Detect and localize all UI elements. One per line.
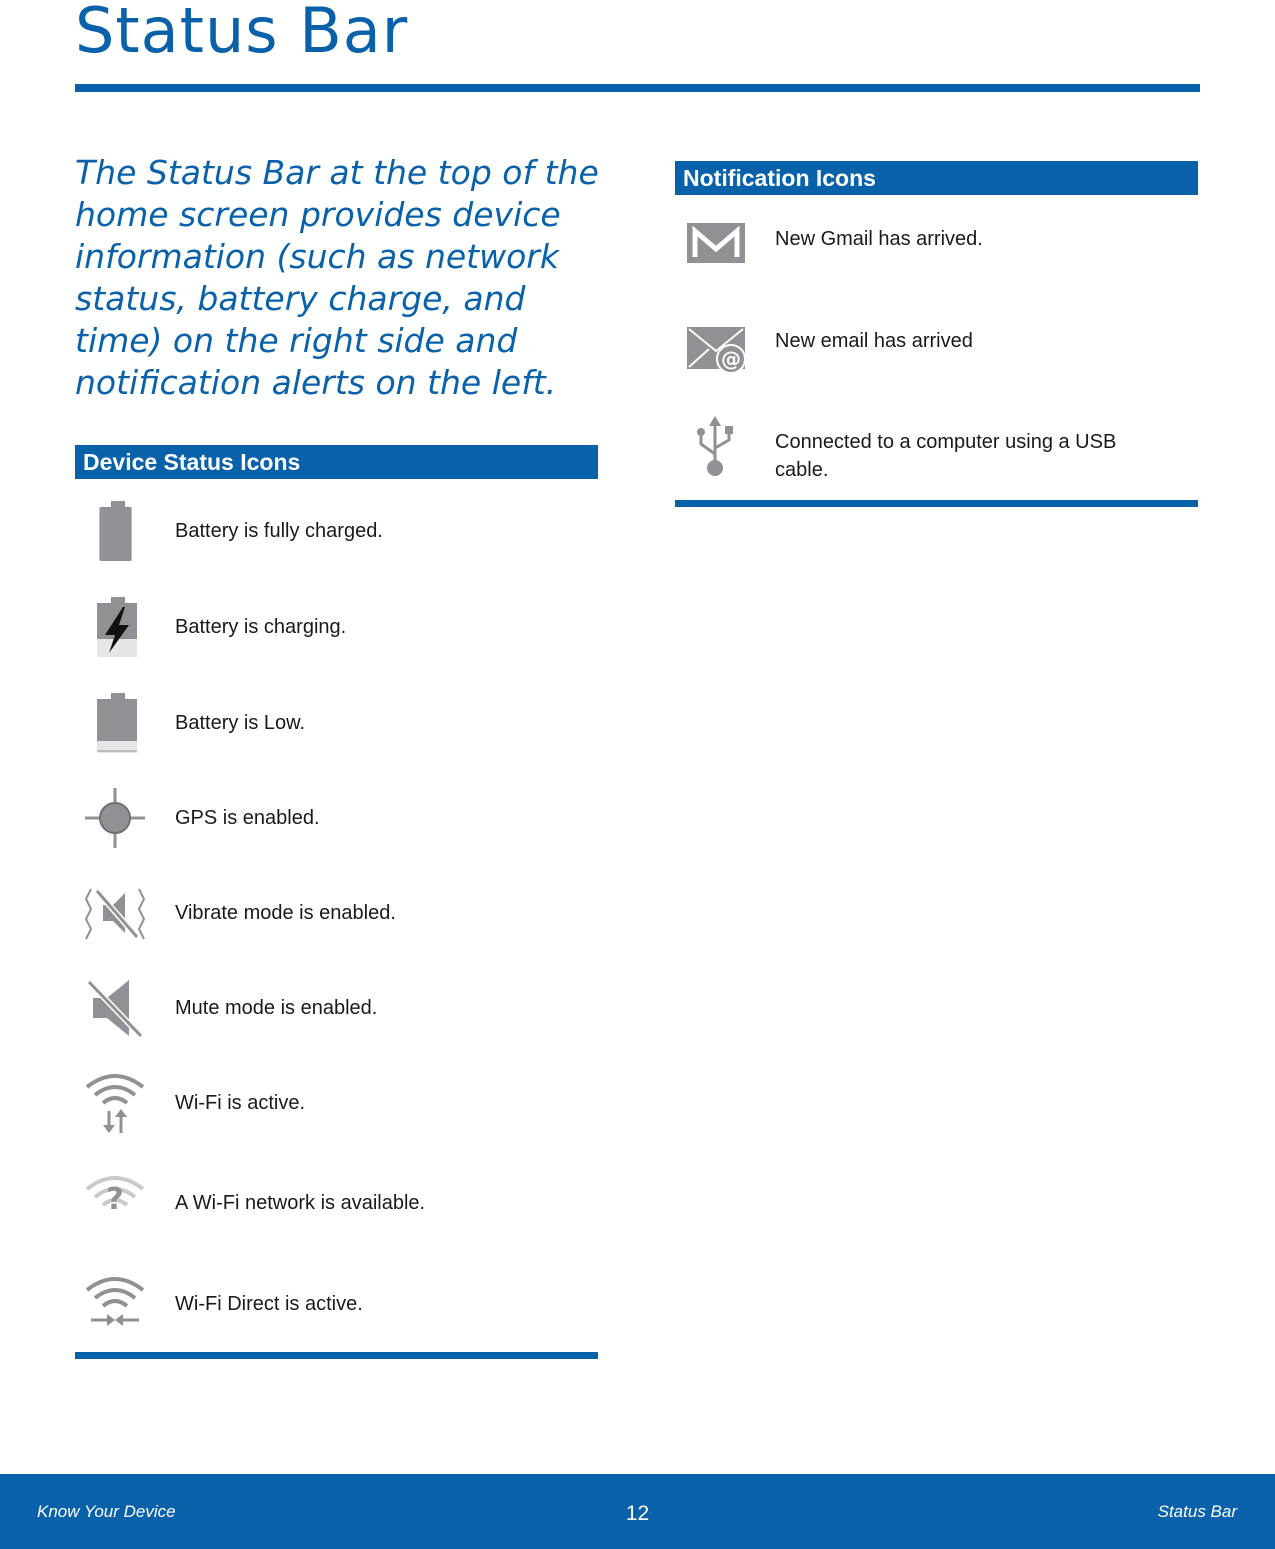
status-row-text: Wi-Fi Direct is active. [175,1293,363,1315]
intro-text: The Status Bar at the top of the home screen provides device information (such as network status, battery charge, and time) on the right side and notification alerts on the left. [75,153,599,402]
gmail-icon [683,211,747,275]
status-row-text: Wi-Fi is active. [175,1092,305,1114]
device-status-end-rule [75,1352,598,1359]
page-footer [0,1474,1275,1549]
battery-charging-icon [83,595,147,659]
device-status-section [75,445,598,1315]
status-row-text: GPS is enabled. [175,807,320,829]
mute-icon [83,976,147,1040]
notification-row-text: Connected to a computer using a USB cable. [775,431,1117,481]
status-row-text: Mute mode is enabled. [175,997,378,1019]
title-rule [75,84,1200,92]
notification-row-text: New email has arrived [775,330,973,352]
footer-page-number: 12 [625,1502,650,1525]
status-row-text: Battery is fully charged. [175,520,383,542]
wifi-direct-icon [83,1272,147,1336]
notification-end-rule [675,500,1198,507]
wifi-available-icon [83,1171,147,1235]
email-icon [683,313,747,377]
svg-text:?: ? [106,1182,124,1217]
battery-full-icon [83,499,147,563]
page-title: Status Bar [75,0,409,67]
vibrate-icon [83,881,147,945]
battery-low-icon [83,691,147,755]
notification-icons-header: Notification Icons [675,161,1198,195]
device-status-header: Device Status Icons [75,445,598,479]
svg-text:@: @ [721,347,741,371]
gps-icon [83,786,147,850]
notification-icons-section [675,161,1198,481]
footer-section: Status Bar [1157,1502,1237,1521]
status-row-text: Battery is charging. [175,616,347,638]
status-row-text: A Wi-Fi network is available. [175,1192,426,1214]
status-row-text: Battery is Low. [175,712,306,734]
footer-chapter: Know Your Device [37,1502,176,1521]
status-row-text: Vibrate mode is enabled. [175,902,396,924]
notification-row-text: New Gmail has arrived. [775,228,983,250]
wifi-active-icon [83,1071,147,1135]
usb-icon [683,414,747,478]
